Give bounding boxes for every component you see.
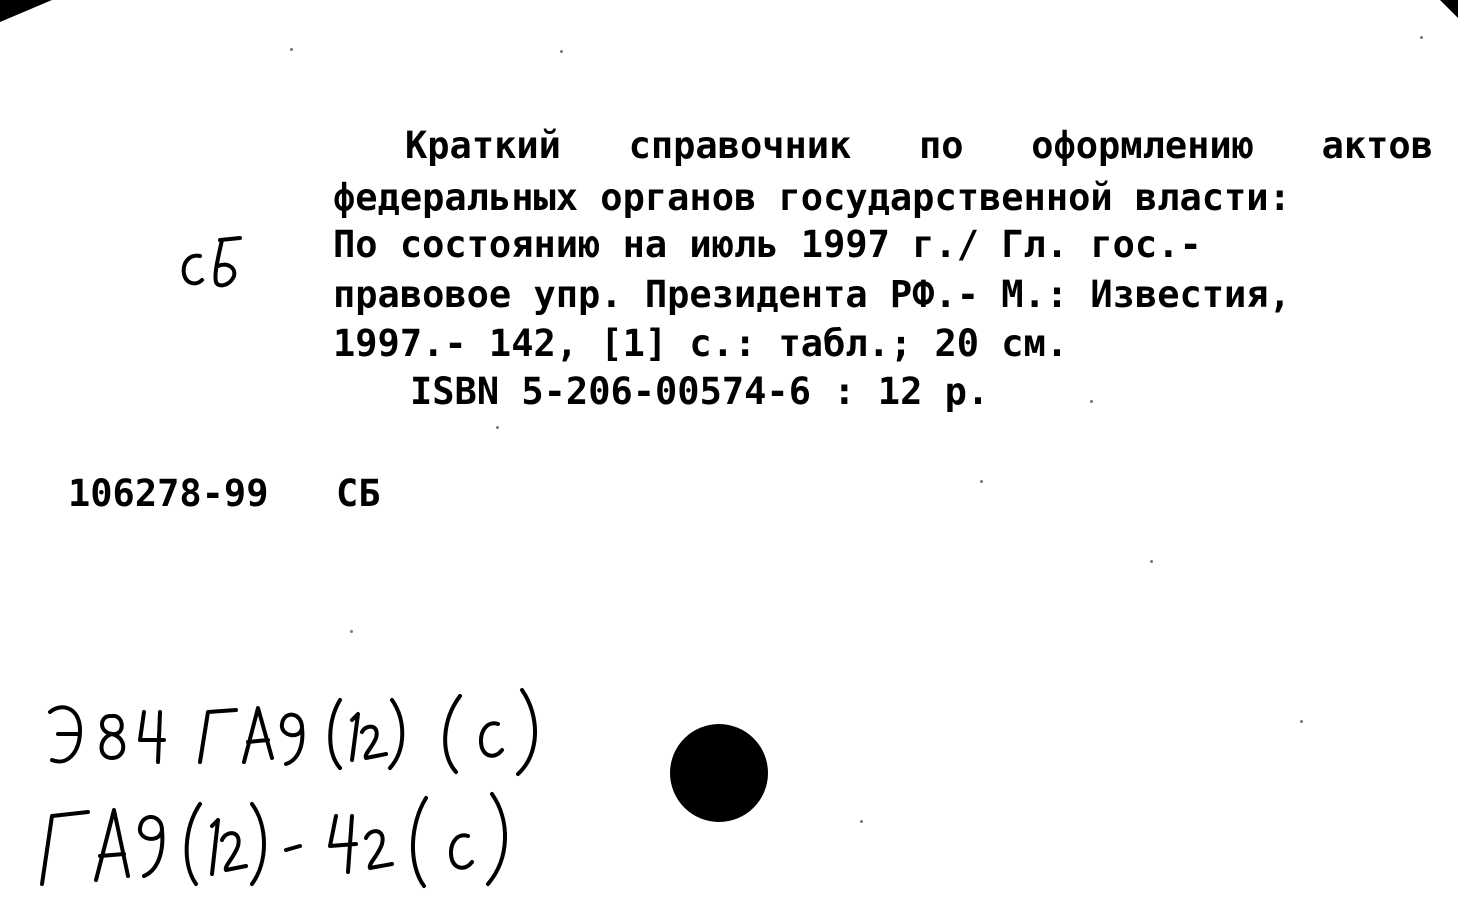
accession-code: СБ [336,472,381,515]
description-line-5: 1997.- 142, [1] с.: табл.; 20 см. [333,322,1069,365]
description-line-1-word: справочник [628,124,852,167]
handwritten-margin-note [176,228,246,298]
speck [1420,36,1423,39]
speck [1150,560,1153,563]
speck [860,820,863,823]
speck [290,48,293,51]
speck [350,630,353,633]
accession-number: 106278-99 [68,472,269,515]
speck [980,480,983,483]
description-line-1-word: Краткий [405,124,561,167]
punched-hole [670,724,768,822]
description-line-1-word: оформлению [1031,124,1254,167]
description-line-1 [405,120,1433,172]
description-line-3: По состоянию на июль 1997 г./ Гл. гос.- [333,223,1202,266]
handwritten-shelfmark-2 [30,780,530,898]
description-line-1-word: по [918,124,964,167]
description-line-2: федеральных органов государственной власти: [333,176,1291,219]
handwritten-shelfmark-1 [40,650,550,780]
description-line-1-word: актов [1321,124,1433,167]
isbn-line: ISBN 5-206-00574-6 : 12 р. [410,370,990,413]
speck [496,426,499,429]
speck [1300,720,1303,723]
speck [1090,400,1093,403]
description-line-4: правовое упр. Президента РФ.- М.: Известия, [333,273,1291,316]
speck [560,50,563,53]
